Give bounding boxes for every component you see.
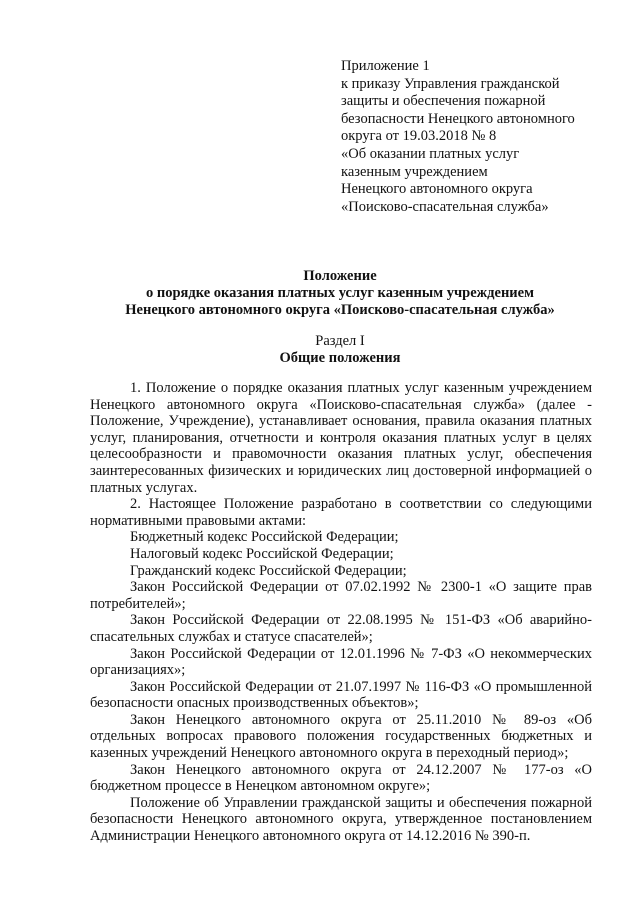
appendix-line: «Поисково-спасательная служба» xyxy=(341,198,549,215)
appendix-line: безопасности Ненецкого автономного xyxy=(341,110,575,127)
paragraph: Закон Ненецкого автономного округа от 25.11.2010 № 89-оз «Об отдельных вопросах правового положения государственных бюджетных и казенных учреждений Ненецкого автономного округа в переходный период»; xyxy=(90,711,592,762)
paragraph: Гражданский кодекс Российской Федерации; xyxy=(130,562,407,579)
paragraph: Закон Российской Федерации от 22.08.1995 № 151-ФЗ «Об аварийно-спасательных службах и статусе спасателей»; xyxy=(90,612,592,645)
paragraph: Положение об Управлении гражданской защиты и обеспечения пожарной безопасности Ненецкого автономного округа, утвержденное постановлением Администрации Ненецкого автономного округа от 14.12.2016 № 390-п. xyxy=(90,794,592,845)
paragraph: Налоговый кодекс Российской Федерации; xyxy=(130,545,394,562)
paragraph: Закон Российской Федерации от 21.07.1997 № 116-ФЗ «О промышленной безопасности опасных производственных объектов»; xyxy=(90,678,592,712)
paragraph: 2. Настоящее Положение разработано в соответствии со следующими нормативными правовыми актами: xyxy=(90,496,592,529)
appendix-header xyxy=(341,58,601,216)
title-line: Ненецкого автономного округа «Поисково-спасательная служба» xyxy=(125,301,555,318)
paragraph: Закон Российской Федерации от 07.02.1992 № 2300-1 «О защите прав потребителей»; xyxy=(90,579,592,612)
paragraph: Бюджетный кодекс Российской Федерации; xyxy=(130,529,399,546)
appendix-line: к приказу Управления гражданской xyxy=(341,75,560,92)
appendix-line: казенным учреждением xyxy=(341,163,488,180)
appendix-line: округа от 19.03.2018 № 8 xyxy=(341,128,497,145)
paragraph: Закон Российской Федерации от 12.01.1996 № 7-ФЗ «О некоммерческих организациях»; xyxy=(90,645,592,679)
appendix-line: Ненецкого автономного округа xyxy=(341,181,533,198)
appendix-line: защиты и обеспечения пожарной xyxy=(341,93,546,110)
paragraph: Закон Ненецкого автономного округа от 24.12.2007 № 177-оз «О бюджетном процессе в Ненецком автономном округе»; xyxy=(90,761,592,795)
section-name: Общие положения xyxy=(279,349,401,366)
appendix-line: «Об оказании платных услуг xyxy=(341,145,520,162)
title-line: Положение xyxy=(303,268,377,284)
title-line: о порядке оказания платных услуг казенным учреждением xyxy=(146,284,534,301)
appendix-line: Приложение 1 xyxy=(341,58,430,74)
document-body xyxy=(90,380,592,845)
paragraph: 1. Положение о порядке оказания платных услуг казенным учреждением Ненецкого автономного округа «Поисково-спасательная служба» (далее - Положение, Учреждение), устанавливает основания, правила оказания платных услуг, планирования, отчетности и контроля оказания платных услуг в целях целесообразности и правомочности оказания платных услуг, обеспечения заинтересованных физических и юридических лиц достоверной информацией о платных услугах. xyxy=(90,380,592,496)
document-title xyxy=(90,268,590,318)
section-number: Раздел I xyxy=(315,333,365,349)
section-heading xyxy=(90,333,590,367)
